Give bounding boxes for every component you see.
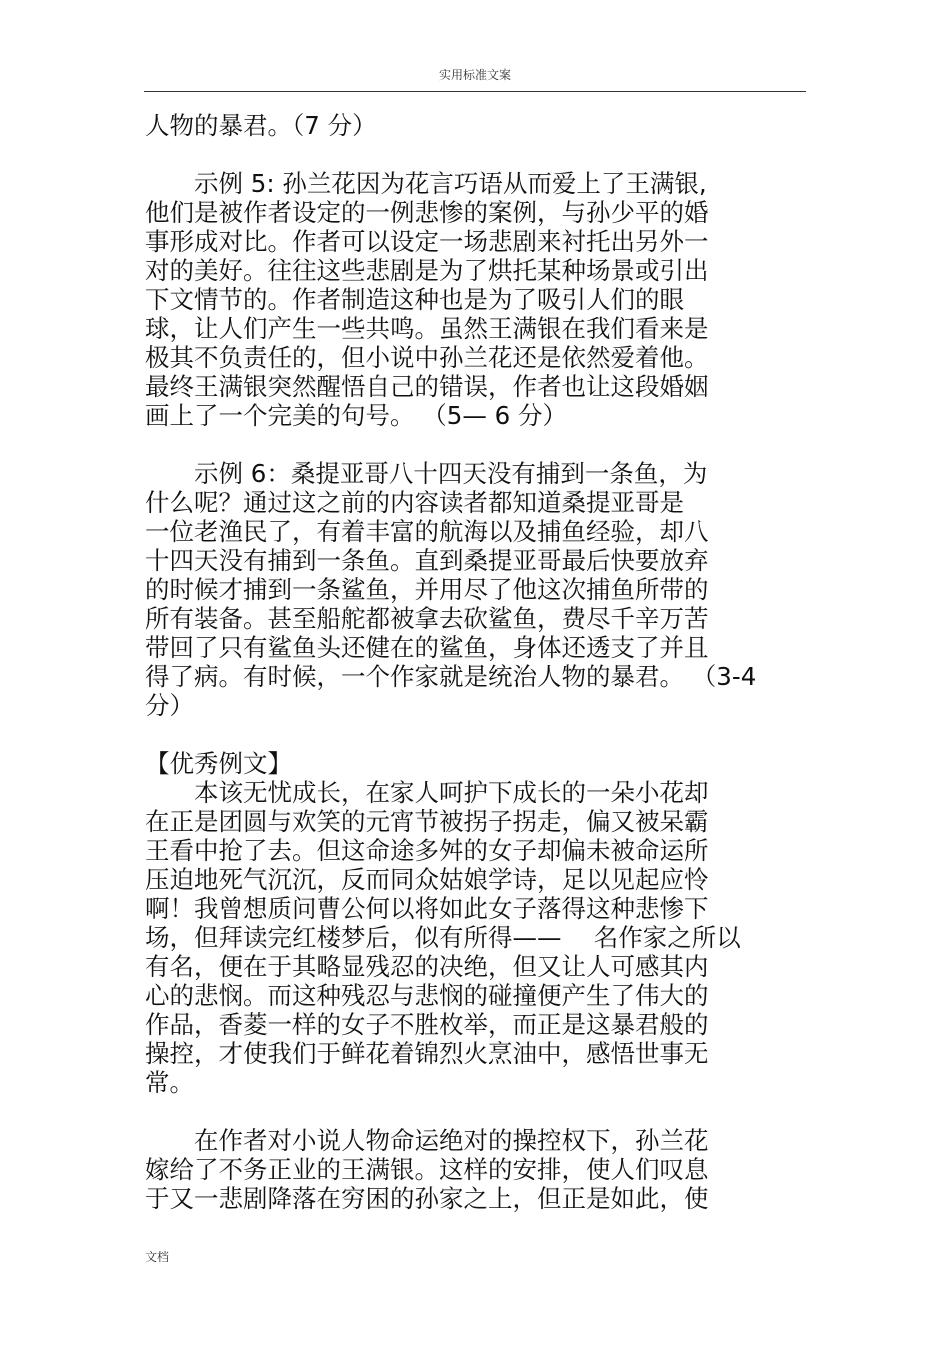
text-line: 事形成对比。作者可以设定一场悲剧来衬托出另外一 [145,227,709,256]
text-line: 本该无忧成长，在家人呵护下成长的一朵小花却 [145,778,709,807]
text-line: 对的美好。往往这些悲剧是为了烘托某种场景或引出 [145,256,709,285]
text-line: 在正是团圆与欢笑的元宵节被拐子拐走，偏又被呆霸 [145,807,709,836]
text-line: 的时候才捕到一条鲨鱼，并用尽了他这次捕鱼所带的 [145,575,709,604]
text-line: 心的悲悯。而这种残忍与悲悯的碰撞便产生了伟大的 [145,981,709,1010]
text-line: 得了病。有时候，一个作家就是统治人物的暴君。 （3-4 [145,662,757,691]
text-line: 一位老渔民了，有着丰富的航海以及捕鱼经验，却八 [145,517,709,546]
text-line: 下文情节的。作者制造这种也是为了吸引人们的眼 [145,285,684,314]
paragraph-gap [145,430,815,459]
paragraph-gap [145,1097,815,1126]
text-line: 他们是被作者设定的一例悲惨的案例，与孙少平的婚 [145,198,709,227]
paragraph-gap [145,140,815,169]
text-line: 分） [145,691,194,720]
page-header: 实用标准文案 [438,68,511,82]
text-line: 场，但拜读完红楼梦后，似有所得—— 名作家之所以 [145,923,741,952]
text-line: 极其不负责任的，但小说中孙兰花还是依然爱着他。 [145,343,709,372]
paragraph [145,111,815,140]
text-line: 有名，便在于其略显残忍的决绝，但又让人可感其内 [145,952,709,981]
text-line: 什么呢？通过这之前的内容读者都知道桑提亚哥是 [145,488,684,517]
text-line: 最终王满银突然醒悟自己的错误，作者也让这段婚姻 [145,372,709,401]
text-line: 带回了只有鲨鱼头还健在的鲨鱼，身体还透支了并且 [145,633,709,662]
page-footer: 文档 [145,1250,170,1264]
text-line: 压迫地死气沉沉，反而同众姑娘学诗，足以见起应怜 [145,865,709,894]
text-line: 画上了一个完美的句号。 （5— 6 分） [145,401,568,430]
text-line: 人物的暴君。（7 分） [145,111,377,140]
text-line: 作品，香菱一样的女子不胜枚举，而正是这暴君般的 [145,1010,709,1039]
text-line: 在作者对小说人物命运绝对的操控权下，孙兰花 [145,1126,709,1155]
paragraph [145,1126,815,1213]
text-line: 嫁给了不务正业的王满银。这样的安排，使人们叹息 [145,1155,709,1184]
text-line: 于又一悲剧降落在穷困的孙家之上，但正是如此，使 [145,1184,709,1213]
paragraph-gap [145,720,815,749]
text-line: 示例 5: 孙兰花因为花言巧语从而爱上了王满银, [145,169,707,198]
text-line: 常。 [145,1068,194,1097]
paragraph [145,459,815,720]
text-line: 王看中抢了去。但这命途多舛的女子却偏未被命运所 [145,836,709,865]
paragraph [145,169,815,430]
header-divider [144,91,806,92]
text-line: 啊！我曾想质问曹公何以将如此女子落得这种悲惨下 [145,894,709,923]
text-line: 【优秀例文】 [145,749,292,778]
text-line: 所有装备。甚至船舵都被拿去砍鲨鱼，费尽千辛万苦 [145,604,709,633]
paragraph [145,749,815,1097]
text-line: 操控，才使我们于鲜花着锦烈火烹油中，感悟世事无 [145,1039,709,1068]
body-text [145,111,815,1213]
text-line: 十四天没有捕到一条鱼。直到桑提亚哥最后快要放弃 [145,546,709,575]
text-line: 球，让人们产生一些共鸣。虽然王满银在我们看来是 [145,314,709,343]
text-line: 示例 6：桑提亚哥八十四天没有捕到一条鱼，为 [145,459,708,488]
